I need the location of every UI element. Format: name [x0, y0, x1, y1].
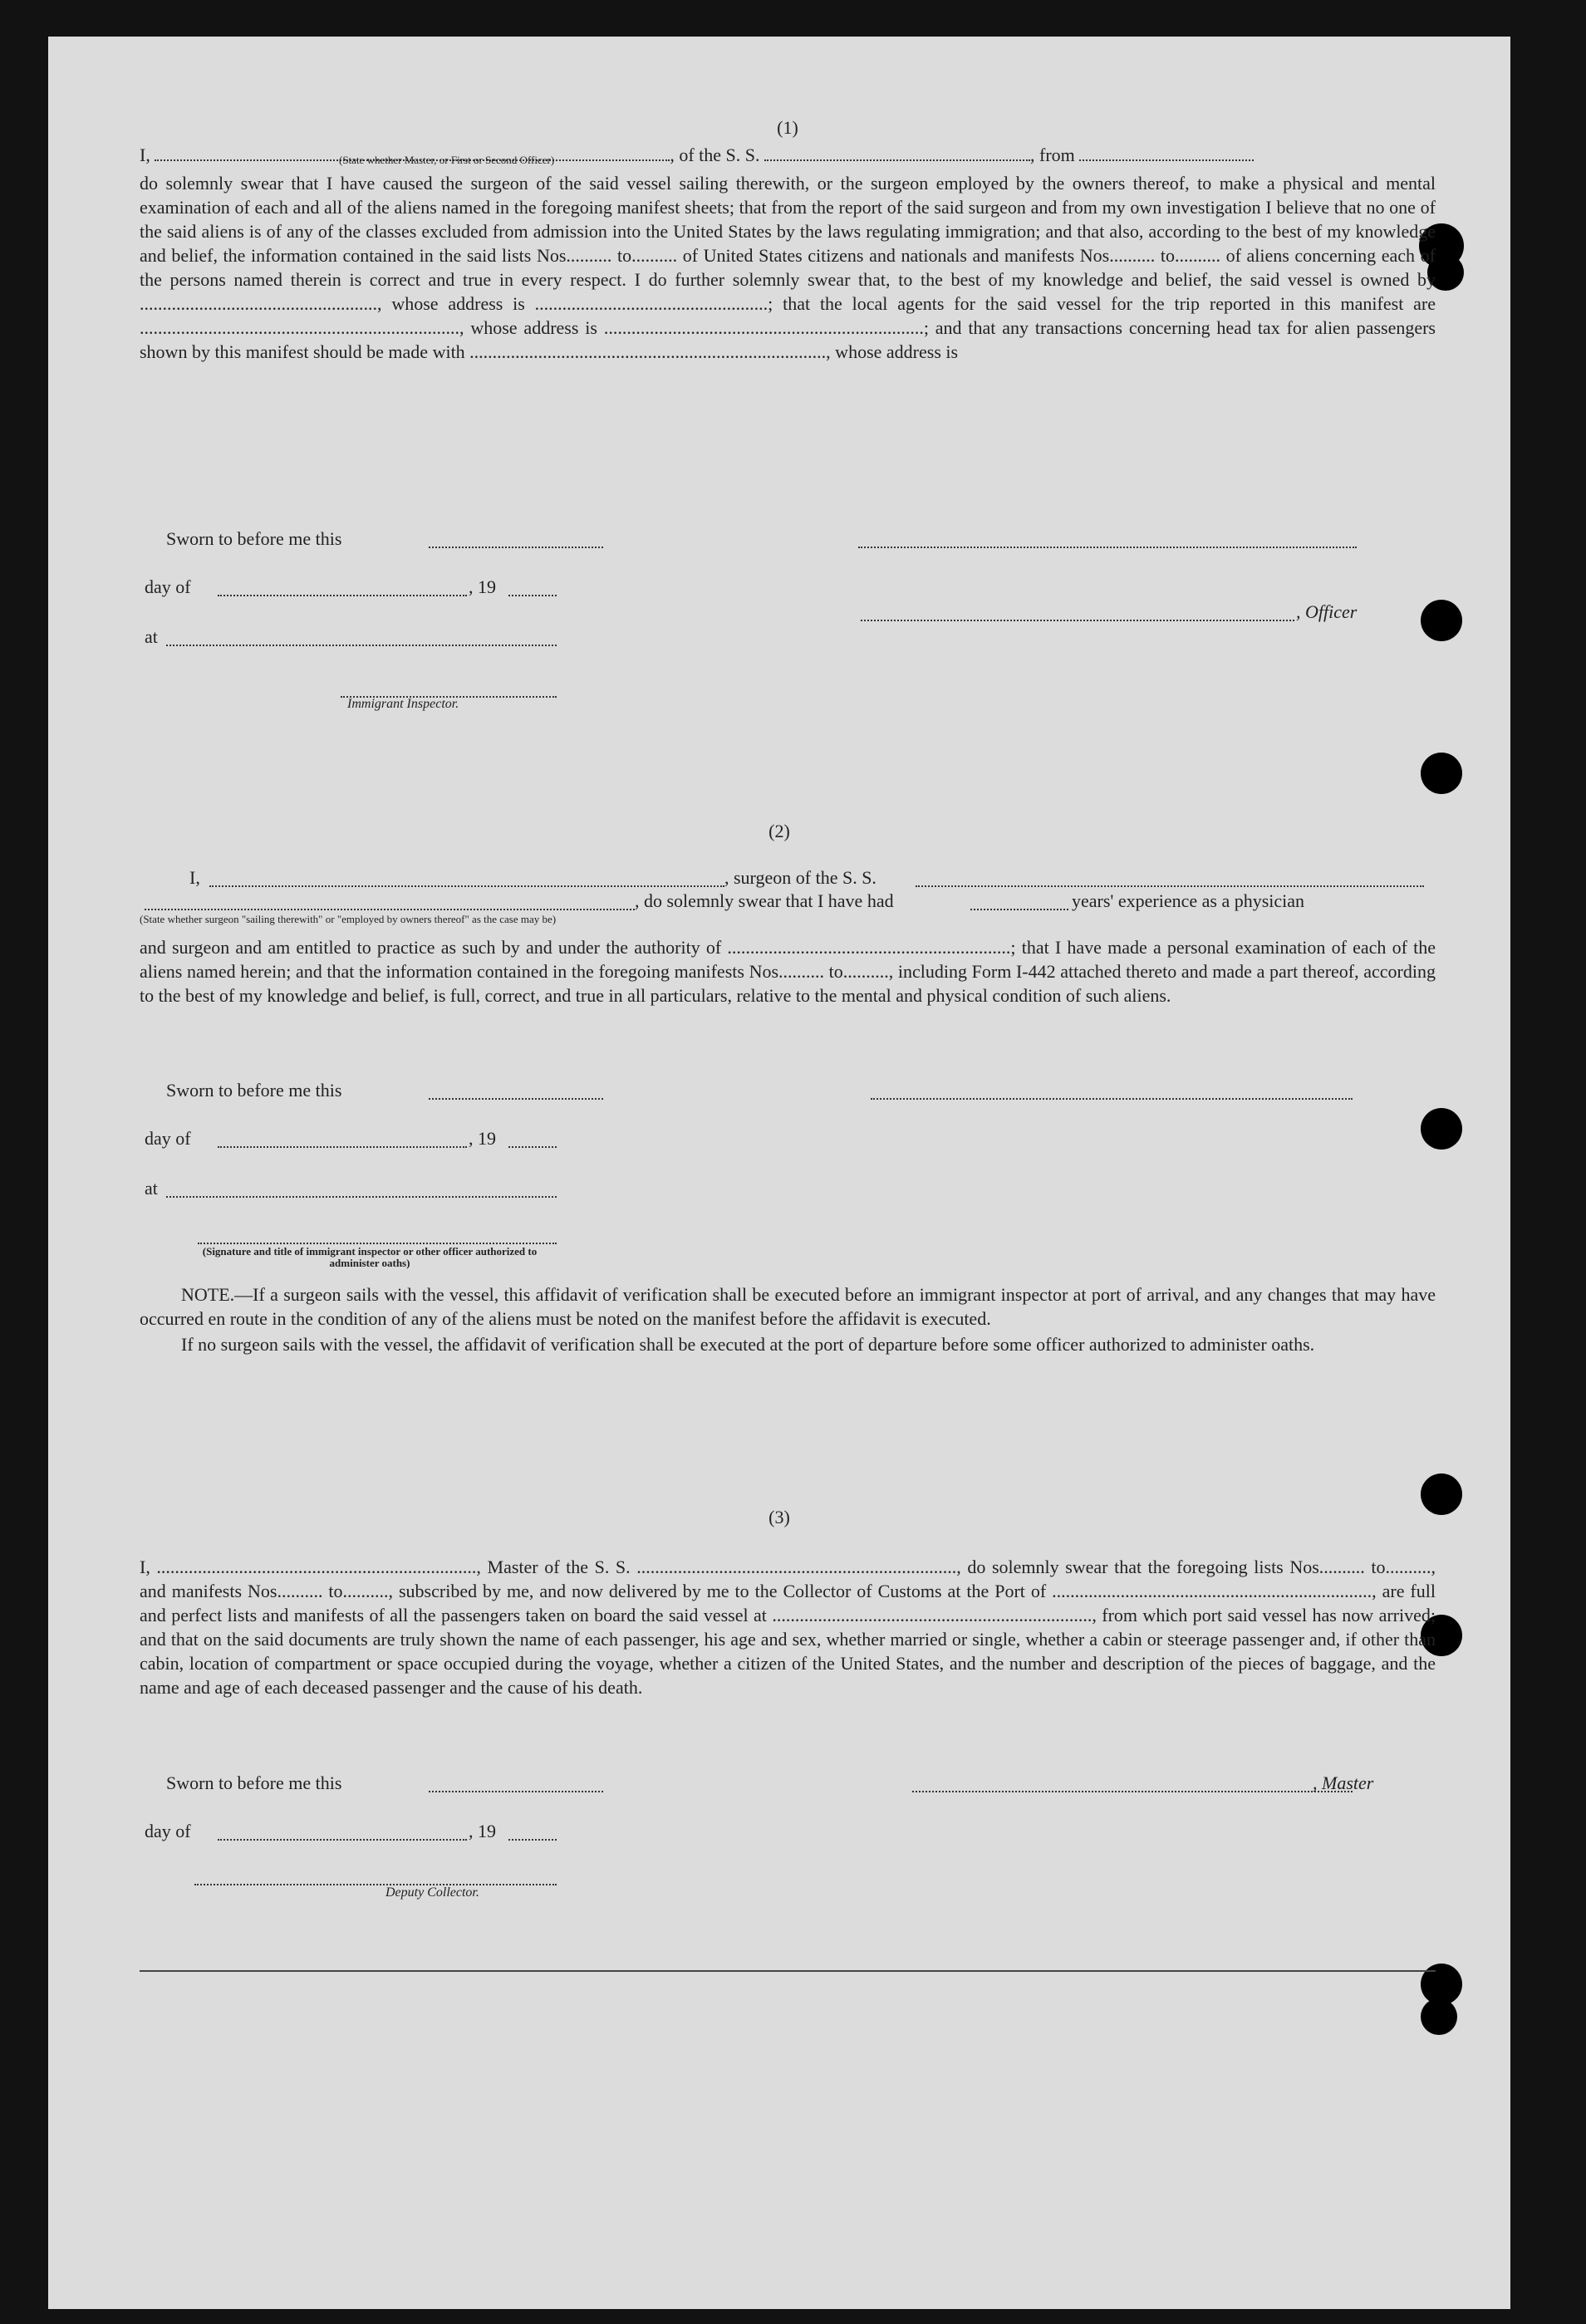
signature-caption: (Signature and title of immigrant inspector or other officer authorized to administer oaths) [202, 1245, 538, 1269]
at-place-field[interactable] [166, 1194, 557, 1198]
section-number: (2) [768, 821, 790, 841]
month-field[interactable] [218, 1145, 467, 1148]
year-label: , 19 [469, 576, 496, 597]
collector-caption: Deputy Collector. [385, 1885, 479, 1900]
surgeon-name-field[interactable] [209, 884, 724, 887]
sworn-label: Sworn to before me this [166, 1772, 342, 1793]
collector-signature-field[interactable] [194, 1882, 557, 1885]
section-3-body: I, ......................................................................, Master of the S. S. ......................................................................, do solemnly swear that the foregoing lists Nos.......... to.........., and manifests Nos.......... to.........., subscribed by me, and now delivered by me to the Collector of Customs at the Port of ......................................................................, are full and perfect lists and manifests of all the passengers taken on board the said vessel at ......................................................................, from which port said vessel has now arrived; and that on the said documents are truly shown the name of each passenger, his age and sex, whether married or single, whether a cabin or steerage passenger and, if other than cabin, location of compartment or space occupied during the voyage, whether a citizen of the United States, and the number and description of the pieces of baggage, and the name and age of each deceased passenger and the cause of his death. [140, 1557, 1436, 1698]
at-label: at [145, 626, 158, 647]
officer-signature-field[interactable] [858, 545, 1357, 548]
sworn-date-field[interactable] [429, 1096, 603, 1100]
manifest-back-sheet [48, 37, 1510, 2309]
day-label: day of [145, 1128, 191, 1149]
at-label: at [145, 1178, 158, 1199]
punch-hole [1421, 1108, 1462, 1150]
note-surgeon-sails: NOTE.—If a surgeon sails with the vessel, this affidavit of verification shall be executed before an immigrant inspector at port of arrival, and any changes that may have occurred en route in the condition of any of the aliens must be noted on the manifest before the affidavit is executed. [140, 1284, 1436, 1329]
oath-lead: I, [189, 867, 200, 888]
note-no-surgeon: If no surgeon sails with the vessel, the affidavit of verification shall be executed at the port of departure before some officer authorized to administer oaths. [181, 1334, 1315, 1355]
inspector-signature-field[interactable] [198, 1241, 557, 1244]
bottom-rule [140, 1970, 1436, 1972]
surgeon-of-ship-label: , surgeon of the S. S. [724, 867, 876, 888]
master-signature-field[interactable] [912, 1789, 1353, 1792]
sworn-date-field[interactable] [429, 1789, 603, 1792]
punch-hole [1421, 1998, 1457, 2035]
surgeon-status-caption: (State whether surgeon "sailing therewith" or "employed by owners thereof" as the case may be) [140, 913, 557, 925]
affidavit-section-1 [140, 116, 1436, 362]
sworn-date-field[interactable] [429, 545, 603, 548]
oath-lead: I, [140, 145, 150, 165]
solemnly-swear-label: , do solemnly swear that I have had [635, 890, 894, 911]
day-label: day of [145, 576, 191, 597]
year-label: , 19 [469, 1821, 496, 1841]
punch-hole [1421, 600, 1462, 641]
officer-line-field[interactable] [861, 618, 1294, 621]
section-1-body: do solemnly swear that I have caused the surgeon of the said vessel sailing therewith, or the surgeon employed by the owners thereof, to make a physical and mental examination of each and all of the aliens named in the foregoing manifest sheets; that from the report of the said surgeon and from my own investigation I believe that no one of the said aliens is of any of the classes excluded from admission into the United States by the laws regulating immigration; and that also, according to the best of my knowledge and belief, the information contained in the said lists Nos.......... to.......... of United States citizens and nationals and manifests Nos.......... to.......... of aliens concerning each of the persons named therein is correct and true in every respect. I do further solemnly swear that, to the best of my knowledge and belief, the said vessel is owned by ...................................................., whose address is ...................................................; that the local agents for the said vessel for the trip reported in this manifest are ......................................................................, whose address is ......................................................................; and that any transactions concerning head tax for alien passengers shown by this manifest should be made with .............................................................................., whose address is [140, 173, 1436, 362]
day-label: day of [145, 1821, 191, 1841]
year-field[interactable] [508, 1145, 557, 1148]
year-label: , 19 [469, 1128, 496, 1149]
officer-label: , Officer [1296, 601, 1358, 622]
master-label: , Master [1313, 1772, 1374, 1793]
surgeon-signature-field[interactable] [871, 1096, 1353, 1100]
section-number: (3) [768, 1507, 790, 1527]
sworn-label: Sworn to before me this [166, 528, 342, 549]
year-field[interactable] [508, 1837, 557, 1841]
note-block [140, 1282, 1436, 1356]
surgeon-ship-field[interactable] [916, 884, 1424, 887]
at-place-field[interactable] [166, 643, 557, 646]
of-ship-label: , of the S. S. [670, 145, 760, 165]
month-field[interactable] [218, 1837, 467, 1841]
month-field[interactable] [218, 593, 467, 596]
inspector-caption: Immigrant Inspector. [347, 697, 459, 711]
officer-rank-caption: (State whether Master, or First or Second Officer) [339, 154, 555, 166]
from-label: , from [1030, 145, 1075, 165]
year-field[interactable] [508, 593, 557, 596]
section-2-body: and surgeon and am entitled to practice as such by and under the authority of ..............................................................; that I have made a personal examination of each of the aliens named herein; and that the information contained in the foregoing manifests Nos.......... to.........., including Form I-442 attached thereto and made a part thereof, according to the best of my knowledge and belief, is full, correct, and true in all particulars, relative to the mental and physical condition of such aliens. [140, 937, 1436, 1006]
years-experience-label: years' experience as a physician [1072, 890, 1305, 911]
punch-hole [1421, 753, 1462, 794]
section-number: (1) [777, 117, 798, 138]
surgeon-status-field[interactable] [145, 907, 635, 910]
years-field[interactable] [970, 907, 1068, 910]
sworn-label: Sworn to before me this [166, 1080, 342, 1101]
